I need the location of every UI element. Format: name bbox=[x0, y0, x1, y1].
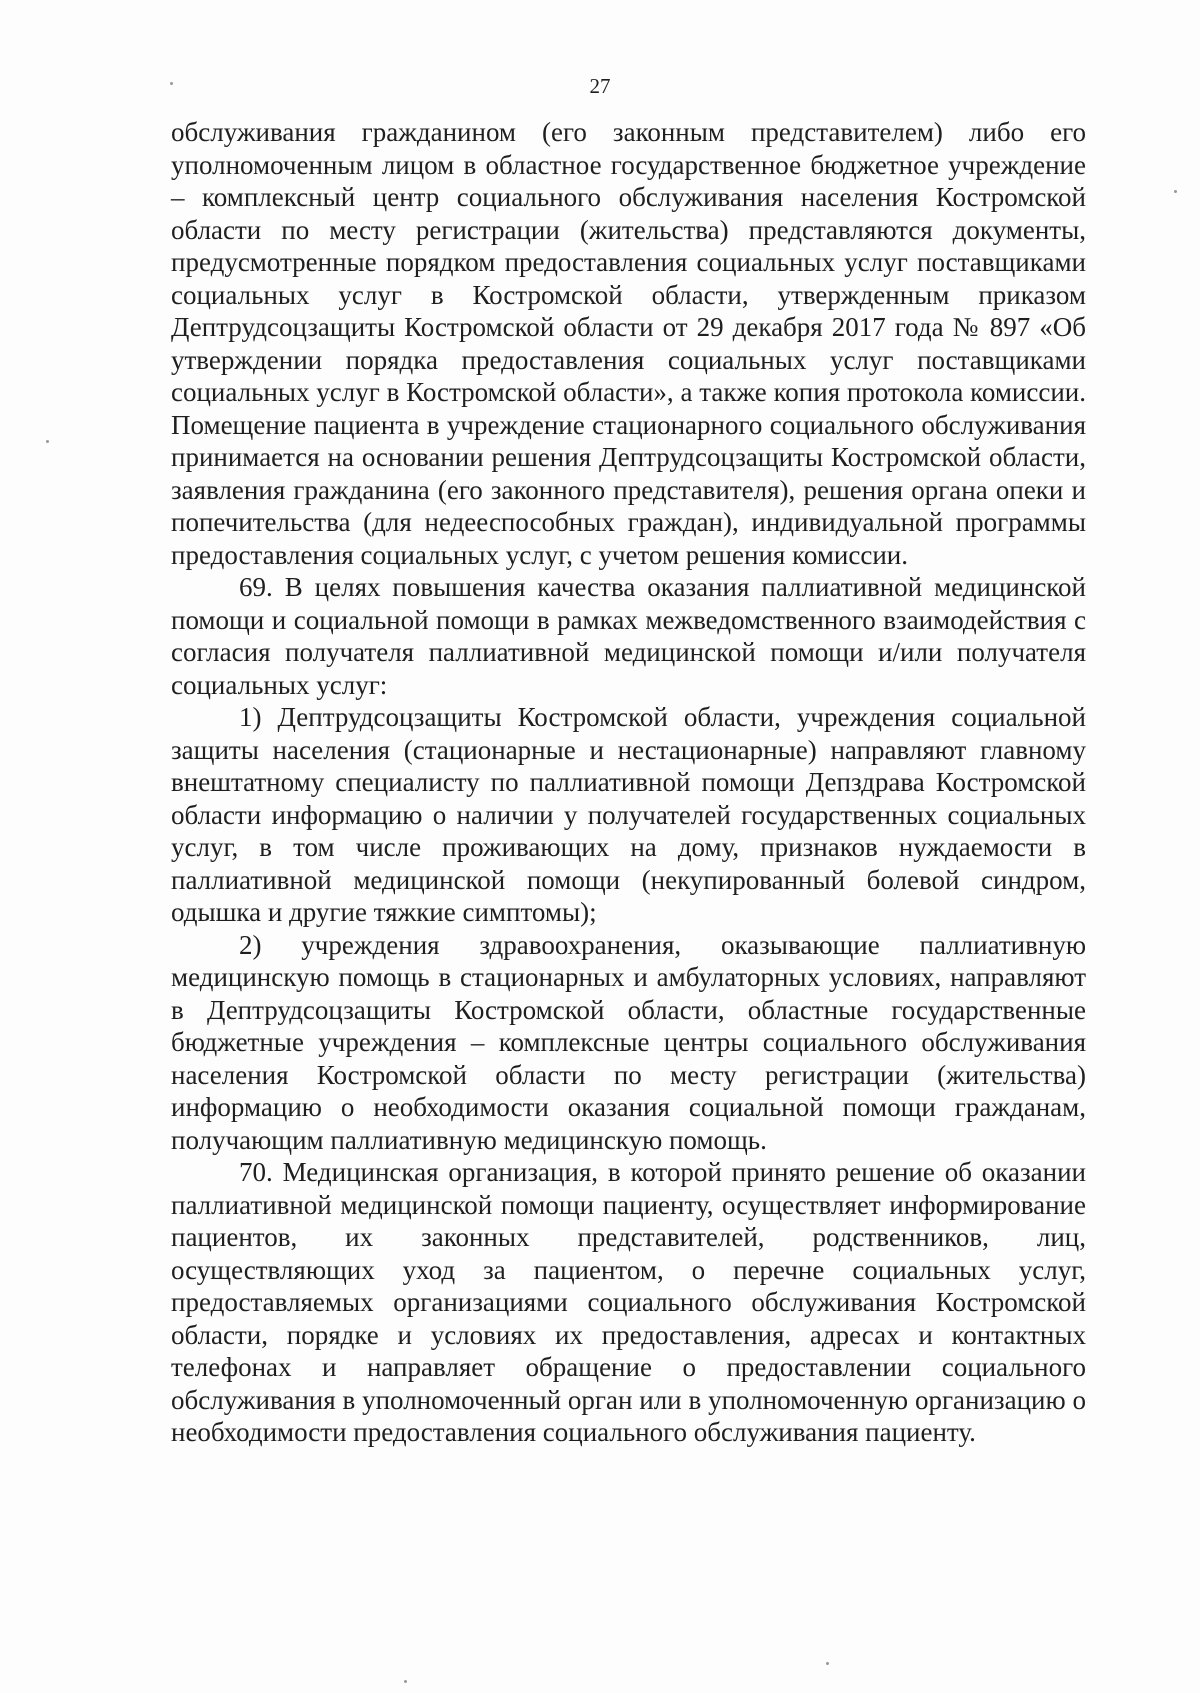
scan-speck bbox=[170, 82, 173, 85]
scan-speck bbox=[1174, 190, 1177, 193]
document-body bbox=[171, 116, 1086, 1449]
paragraph-69-item-2: 2) учреждения здравоохранения, оказывающие паллиативную медицинскую помощь в стационарных и амбулаторных условиях, направляют в Дептрудсоцзащиты Костромской области, областные государственные бюджетные учреждения – комплексные центры социального обслуживания населения Костромской области по месту регистрации (жительства) информацию о необходимости оказания социальной помощи гражданам, получающим паллиативную медицинскую помощь. bbox=[171, 929, 1086, 1155]
scan-speck bbox=[826, 1662, 829, 1665]
scan-speck bbox=[404, 1680, 407, 1683]
paragraph-69: 69. В целях повышения качества оказания паллиативной медицинской помощи и социальной помощи в рамках межведомственного взаимодействия с согласия получателя паллиативной медицинской помощи и/или получателя социальных услуг: bbox=[171, 572, 1086, 700]
paragraph-continuation: обслуживания гражданином (его законным представителем) либо его уполномоченным лицом в областное государственное бюджетное учреждение – комплексный центр социального обслуживания населения Костромской области по месту регистрации (жительства) представляются документы, предусмотренные порядком предоставления социальных услуг поставщиками социальных услуг в Костромской области, утвержденным приказом Дептрудсоцзащиты Костромской области от 29 декабря 2017 года № 897 «Об утверждении порядка предоставления социальных услуг поставщиками социальных услуг в Костромской области», а также копия протокола комиссии. Помещение пациента в учреждение стационарного социального обслуживания принимается на основании решения Дептрудсоцзащиты Костромской области, заявления гражданина (его законного представителя), решения органа опеки и попечительства (для недееспособных граждан), индивидуальной программы предоставления социальных услуг, с учетом решения комиссии. bbox=[171, 117, 1086, 570]
page-number: 27 bbox=[589, 74, 611, 98]
scan-speck bbox=[46, 440, 49, 443]
paragraph-69-item-1: 1) Дептрудсоцзащиты Костромской области, учреждения социальной защиты населения (стационарные и нестационарные) направляют главному внештатному специалисту по паллиативной помощи Депздрава Костромской области информацию о наличии у получателей государственных социальных услуг, в том числе проживающих на дому, признаков нуждаемости в паллиативной медицинской помощи (некупированный болевой синдром, одышка и другие тяжкие симптомы); bbox=[171, 702, 1086, 927]
paragraph-70: 70. Медицинская организация, в которой принято решение об оказании паллиативной медицинской помощи пациенту, осуществляет информирование пациентов, их законных представителей, родственников, лиц, осуществляющих уход за пациентом, о перечне социальных услуг, предоставляемых организациями социального обслуживания Костромской области, порядке и условиях их предоставления, адресах и контактных телефонах и направляет обращение о предоставлении социального обслуживания в уполномоченный орган или в уполномоченную организацию о необходимости предоставления социального обслуживания пациенту. bbox=[171, 1157, 1086, 1447]
